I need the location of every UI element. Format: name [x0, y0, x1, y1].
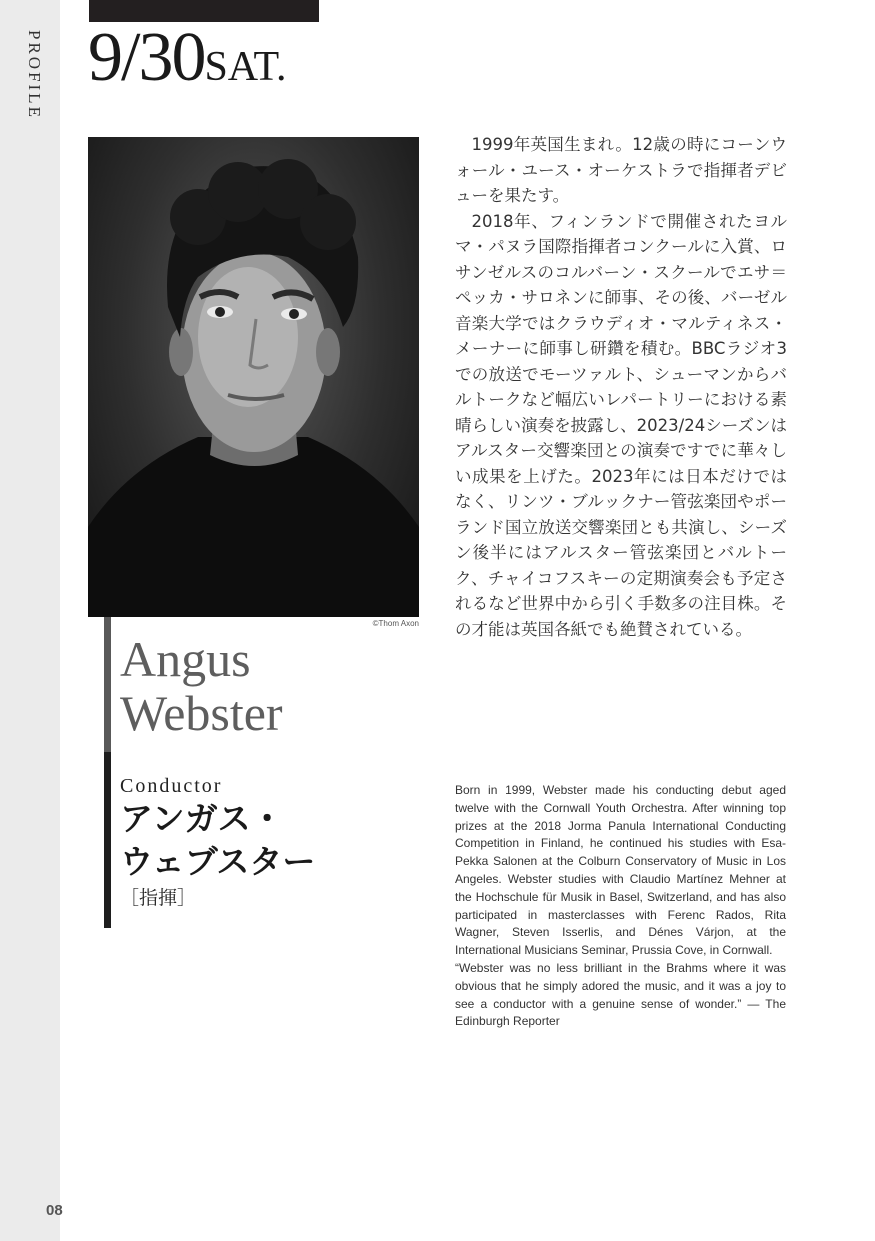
portrait-illustration	[88, 137, 419, 617]
accent-bar-grey	[104, 617, 111, 752]
event-date-number: 9/30	[88, 19, 205, 96]
biography-english	[455, 782, 786, 1031]
event-date	[88, 18, 287, 98]
accent-bar-dark	[104, 752, 111, 928]
artist-name-japanese-line2: ウェブスター	[120, 842, 316, 881]
artist-name-japanese-line1: アンガス・	[120, 799, 284, 838]
photo-credit: ©Thom Axon	[372, 619, 419, 628]
biography-japanese-paragraph-1: 1999年英国生まれ。12歳の時にコーンウォール・ユース・オーケストラで指揮者デビューを果たす。	[455, 135, 787, 205]
artist-name-english	[120, 632, 283, 740]
biography-english-quote: “Webster was no less brilliant in the Brahms where it was obvious that he simply adored the music, and it was a joy to see a conductor with a genuine sense of wonder.” — The Edinburgh Reporter	[455, 960, 786, 1029]
page-number: 08	[46, 1202, 63, 1219]
artist-role-english: Conductor	[120, 775, 223, 797]
biography-japanese-paragraph-2: 2018年、フィンランドで開催されたヨルマ・パヌラ国際指揮者コンクールに入賞、ロサンゼルスのコルバーン・スクールでエサ＝ペッカ・サロネンに師事、その後、バーゼル音楽大学ではクラウディオ・マルティネス・メーナーに師事し研鑽を積む。BBCラジオ3での放送でモーツァルト、シューマンからバルトークなど幅広いレパートリーにおける素晴らしい演奏を披露し、2023/24シーズンはアルスター交響楽団との演奏ですでに華々しい成果を上げた。2023年には日本だけではなく、リンツ・ブルックナー管弦楽団やポーランド国立放送交響楽団とも共演し、シーズン後半にはアルスター管弦楽団とバルトーク、チャイコフスキーの定期演奏会も予定されるなど世界中から引く手数多の注目株。その才能は英国各紙でも絶賛されている。	[455, 211, 787, 639]
artist-role-japanese: ［指揮］	[120, 887, 197, 909]
biography-english-paragraph-1: Born in 1999, Webster made his conducting debut aged twelve with the Cornwall Youth Orchestra. After winning top prizes at the 2018 Jorma Panula International Conducting Competition in Finland, he continued his studies with Esa-Pekka Salonen at the Colburn Conservatory of Music in Los Angeles. Webster studies with Claudio Martínez Mehner at the Hochschule für Musik in Basel, Switzerland, and has also participated in masterclasses with Ferenc Rados, Rita Wagner, Steven Isserlis, and Dénes Várjon, at the International Musicians Seminar, Prussia Cove, in Cornwall.	[455, 783, 786, 958]
artist-portrait	[88, 137, 419, 617]
artist-last-name: Webster	[120, 685, 283, 741]
biography-japanese	[455, 132, 787, 642]
sidebar	[0, 0, 63, 1241]
event-day: SAT.	[204, 44, 287, 90]
artist-name-japanese	[120, 797, 420, 883]
artist-first-name: Angus	[120, 631, 251, 687]
section-label: PROFILE	[25, 30, 44, 120]
